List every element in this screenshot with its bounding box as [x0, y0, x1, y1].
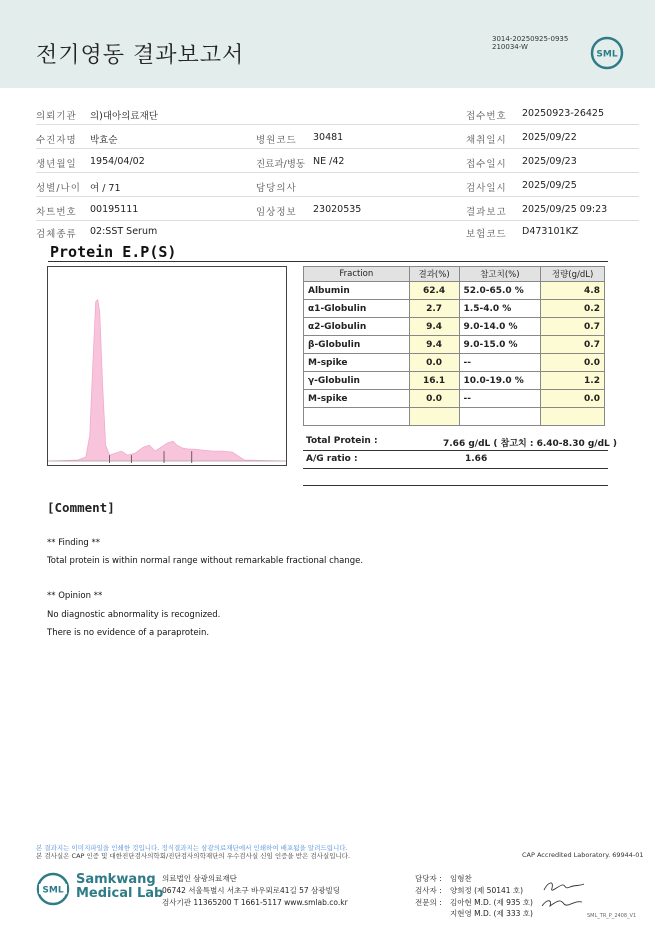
info-row: 성별/나이 여 / 71 담당의사 검사일시 2025/09/25: [36, 173, 639, 197]
col-quantity: 정량(g/dL): [541, 267, 605, 282]
ag-ratio-value: 1.66: [465, 454, 488, 464]
col-fraction: Fraction: [304, 267, 410, 282]
specimen-value: 02:SST Serum: [90, 226, 158, 237]
total-protein-row: [303, 433, 618, 451]
org-name: 의료법인 삼광의료재단: [162, 874, 237, 883]
receipt-date-value: 2025/09/23: [522, 156, 577, 167]
sml-footer-logo-icon: [36, 872, 70, 906]
manager-label: 담당자 :: [415, 874, 442, 883]
hosp-code-value: 30481: [313, 132, 344, 143]
info-row: 생년월일 1954/04/02 진료과/병동 NE /42 접수일시 2025/09/23: [36, 149, 639, 173]
tester-label: 검사자 :: [415, 886, 442, 895]
result-cell: 0.0: [409, 354, 459, 372]
report-header: [0, 0, 655, 88]
document-id: 3014-20250925-0935 210034-W: [492, 35, 569, 51]
info-row: 의뢰기관 의)대아의료재단 접수번호 20250923-26425: [36, 101, 639, 125]
image-print-note: 본 결과지는 이미지파일을 인쇄한 것입니다. 정식결과지는 삼광의료재단에서 인쇄하여 배포됨을 알려드립니다.: [36, 844, 348, 852]
table-row: [304, 318, 605, 336]
specialist-value: 김아현 M.D. (제 935 호): [450, 898, 533, 907]
electropherogram-graph: [47, 266, 287, 466]
total-protein-value: 7.66 g/dL ( 참고치 : 6.40-8.30 g/dL ): [443, 439, 618, 449]
fraction-cell: M-spike: [304, 354, 410, 372]
reference-cell: --: [459, 354, 541, 372]
receipt-no-value: 20250923-26425: [522, 108, 605, 119]
reference-cell: --: [459, 390, 541, 408]
finding-text: Total protein is within normal range without remarkable fractional change.: [47, 556, 364, 566]
reference-cell: 1.5-4.0 %: [459, 300, 541, 318]
quantity-cell: 0.0: [541, 390, 605, 408]
svg-text:SML: SML: [42, 885, 64, 896]
manager-value: 임형찬: [450, 874, 472, 883]
reference-cell: 9.0-14.0 %: [459, 318, 541, 336]
chart-value: 00195111: [90, 204, 139, 215]
fraction-cell: γ-Globulin: [304, 372, 410, 390]
result-cell: 16.1: [409, 372, 459, 390]
signature-icon: [538, 878, 590, 912]
exam-date-value: 2025/09/25: [522, 180, 577, 191]
result-cell: 9.4: [409, 336, 459, 354]
clinical-value: 23020535: [313, 204, 362, 215]
insurance-value: D473101KZ: [522, 226, 579, 237]
fraction-cell: [304, 408, 410, 426]
info-row: 차트번호 00195111 임상정보 23020535 결과보고 2025/09/25 09:23: [36, 197, 639, 221]
reference-cell: 9.0-15.0 %: [459, 336, 541, 354]
report-date-value: 2025/09/25 09:23: [522, 204, 608, 215]
patient-value: 박효순: [90, 135, 118, 146]
sml-logo-icon: [590, 36, 624, 70]
result-cell: [409, 408, 459, 426]
divider: [48, 261, 608, 262]
quantity-cell: 0.7: [541, 336, 605, 354]
quantity-cell: 1.2: [541, 372, 605, 390]
table-row: [304, 354, 605, 372]
fraction-table: [303, 266, 605, 426]
quantity-cell: 0.0: [541, 354, 605, 372]
dob-value: 1954/04/02: [90, 156, 145, 167]
section-title: Protein E.P(S): [50, 243, 177, 261]
total-protein-label: Total Protein :: [306, 436, 378, 446]
fraction-cell: β-Globulin: [304, 336, 410, 354]
result-cell: 0.0: [409, 390, 459, 408]
report-title: 전기영동 결과보고서: [36, 43, 245, 68]
org-contact: 검사기관 11365200 T 1661-5117 www.smlab.co.kr: [162, 898, 348, 907]
table-header-row: [304, 267, 605, 282]
table-row: [304, 282, 605, 300]
table-row: [304, 372, 605, 390]
quantity-cell: 0.7: [541, 318, 605, 336]
col-result: 결과(%): [409, 267, 459, 282]
info-row: 수진자명 박효순 병원코드 30481 채취일시 2025/09/22: [36, 125, 639, 149]
table-row: [304, 408, 605, 426]
result-cell: 2.7: [409, 300, 459, 318]
org-address: 06742 서울특별시 서초구 바우뫼로41길 57 삼광빌딩: [162, 886, 341, 895]
opinion-line: No diagnostic abnormality is recognized.: [47, 610, 221, 620]
svg-text:SML: SML: [596, 49, 618, 60]
comment-title: [Comment]: [47, 500, 115, 515]
fraction-cell: α2-Globulin: [304, 318, 410, 336]
form-code: SML_TR_P_2408_V1: [587, 913, 637, 919]
reference-cell: [459, 408, 541, 426]
quantity-cell: 0.2: [541, 300, 605, 318]
result-cell: 62.4: [409, 282, 459, 300]
table-row: [304, 300, 605, 318]
fraction-cell: Albumin: [304, 282, 410, 300]
sex-age-value: 여 / 71: [90, 183, 121, 194]
cap-note: CAP Accredited Laboratory. 69944-01: [522, 851, 644, 859]
reference-cell: 10.0-19.0 %: [459, 372, 541, 390]
dept-value: NE /42: [313, 156, 345, 167]
opinion-line: There is no evidence of a paraprotein.: [47, 628, 210, 638]
quantity-cell: [541, 408, 605, 426]
certification-note: 본 검사실은 CAP 인증 및 대한진단검사의학회/진단검사의학재단의 우수검사실 신임 인증을 받은 검사실입니다.: [36, 852, 351, 860]
fraction-cell: α1-Globulin: [304, 300, 410, 318]
electropherogram-curve: [48, 300, 286, 461]
result-cell: 9.4: [409, 318, 459, 336]
reference-cell: 52.0-65.0 %: [459, 282, 541, 300]
finding-heading: ** Finding **: [47, 538, 100, 548]
collect-date-value: 2025/09/22: [522, 132, 577, 143]
quantity-cell: 4.8: [541, 282, 605, 300]
specialist-value: 지현영 M.D. (제 333 호): [450, 909, 533, 918]
fraction-cell: M-spike: [304, 390, 410, 408]
opinion-heading: ** Opinion **: [47, 591, 103, 601]
info-row: 검체종류 02:SST Serum 보험코드 D473101KZ: [36, 226, 579, 240]
col-reference: 참고치(%): [459, 267, 541, 282]
hospital-value: 의)대아의료재단: [90, 111, 158, 122]
divider: [303, 485, 608, 486]
ag-ratio-label: A/G ratio :: [306, 454, 358, 464]
table-row: [304, 336, 605, 354]
table-row: [304, 390, 605, 408]
divider: [303, 468, 608, 469]
tester-value: 양희정 (제 50141 호): [450, 886, 524, 895]
brand-name: Samkwang Medical Lab: [76, 872, 164, 901]
specialist-label: 전문의 :: [415, 898, 442, 907]
ag-ratio-row: [303, 451, 608, 469]
